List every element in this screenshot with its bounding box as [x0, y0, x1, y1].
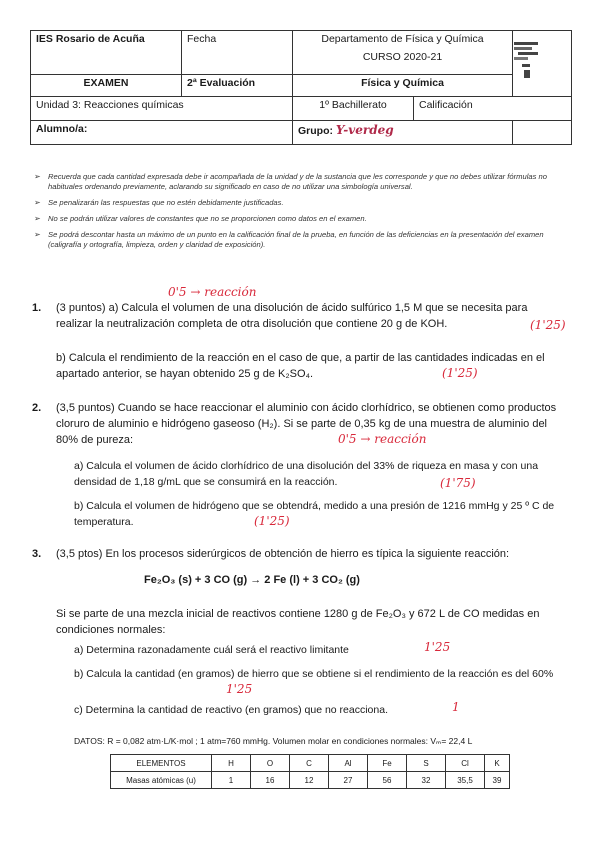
elements-header-cell: Cl [446, 755, 485, 772]
q1-b-text: b) Calcula el rendimiento de la reacción en el caso de que, a partir de las cantidades indicadas en el apartado anterior, se hayan obtenido 25 g de K₂SO₄. [56, 352, 545, 380]
exam-label: EXAMEN [31, 75, 182, 97]
q3-given: Si se parte de una mezcla inicial de reactivos contiene 1280 g de Fe₂O₃ y 672 L de CO medidas en condiciones normales: [56, 608, 540, 636]
elements-value-cell: 27 [329, 772, 368, 789]
elements-header-cell: ELEMENTOS [111, 755, 212, 772]
q3-c-score: 1 [452, 700, 460, 714]
q1-b [56, 350, 564, 382]
unit-label: Unidad 3: Reacciones químicas [31, 97, 293, 121]
grupo-cell [293, 121, 513, 145]
elements-header-cell: Al [329, 755, 368, 772]
elements-table [110, 754, 510, 789]
subject-label: Física y Química [293, 75, 513, 97]
q3-a-text: a) Determina razonadamente cuál será el reactivo limitante [74, 644, 349, 656]
grupo-handwritten: Y-verdeg [335, 123, 394, 137]
elements-value-cell: 56 [368, 772, 407, 789]
elements-value-cell: 35,5 [446, 772, 485, 789]
q2-annotation: 0'5 → reacción [338, 432, 427, 446]
q2-b [74, 498, 562, 530]
elements-value-cell: 12 [290, 772, 329, 789]
school-name: IES Rosario de Acuña [31, 31, 182, 75]
q1-a-text: (3 puntos) a) Calcula el volumen de una disolución de ácido sulfúrico 1,5 M que se necesita para realizar la neutralización completa de otra disolución que contiene 20 g de KOH. [56, 302, 528, 330]
elements-value-cell: 1 [212, 772, 251, 789]
q2-a-text: a) Calcula el volumen de ácido clorhídrico de una disolución del 33% de riqueza en masa y con una densidad de 1,18 g/mL que se consumirá en la reacción. [74, 460, 539, 488]
datos-line: DATOS: R = 0,082 atm·L/K·mol ; 1 atm=760 mmHg. Volumen molar en condiciones normales: Vₘ= 22,4 L [74, 736, 473, 746]
elements-row-label: Masas atómicas (u) [111, 772, 212, 789]
elements-header-cell: O [251, 755, 290, 772]
q1-a-score: (1'25) [530, 318, 566, 332]
elements-value-cell: 32 [407, 772, 446, 789]
department-cell [293, 31, 513, 75]
q3-c-text: c) Determina la cantidad de reactivo (en gramos) que no reacciona. [74, 704, 388, 716]
elements-value-cell: 39 [485, 772, 510, 789]
instruction-item: ➢ No se podrán utilizar valores de constantes que no se proporcionen como datos en el examen. [34, 214, 564, 224]
q3-a [74, 642, 562, 658]
elements-header-cell: S [407, 755, 446, 772]
calificacion-label: Calificación [419, 99, 473, 111]
calificacion-space [513, 121, 572, 145]
q3-reaction: Fe₂O₃ (s) + 3 CO (g) → 2 Fe (l) + 3 CO₂ (g) [144, 574, 360, 586]
fecha-label: Fecha [182, 31, 293, 75]
alumno-label: Alumno/a: [31, 121, 293, 145]
instruction-item: ➢ Recuerda que cada cantidad expresada debe ir acompañada de la unidad y de la sustancia que les corresponde y que no debes utilizar fórmulas no habituales ordenando previamente, aclarando su significado en caso de no utilizar una simbología universal. [34, 172, 564, 192]
q2-b-score: (1'25) [254, 514, 290, 528]
q3-intro: (3,5 ptos) En los procesos siderúrgicos de obtención de hierro es típica la siguiente reacción: [56, 548, 510, 560]
instruction-item: ➢ Se penalizarán las respuestas que no estén debidamente justificadas. [34, 198, 564, 208]
elements-header-cell: K [485, 755, 510, 772]
q3-b-score: 1'25 [226, 682, 253, 696]
q1-b-score: (1'25) [442, 366, 478, 380]
instruction-item: ➢ Se podrá descontar hasta un máximo de un punto en la calificación final de la prueba, en función de las deficiencias en la presentación del examen (caligrafía y ortografía, limpieza, orden y claridad de exposición). [34, 230, 564, 250]
q3-a-score: 1'25 [424, 640, 451, 654]
q3-number: 3. [32, 548, 42, 560]
calificacion-cell [414, 97, 572, 121]
evaluation-label: 2ª Evaluación [182, 75, 293, 97]
q1-annotation: 0'5 → reacción [168, 285, 257, 299]
q2-b-text: b) Calcula el volumen de hidrógeno que se obtendrá, medido a una presión de 1216 mmHg y 25 º C de temperatura. [74, 500, 555, 528]
q3-b-text: b) Calcula la cantidad (en gramos) de hierro que se obtiene si el rendimiento de la reacción es del 60% [74, 668, 554, 680]
q3-b [74, 666, 562, 682]
q2-a-score: (1'75) [440, 476, 476, 490]
elements-header-cell: C [290, 755, 329, 772]
elements-value-cell: 16 [251, 772, 290, 789]
elements-header-cell: Fe [368, 755, 407, 772]
question-1 [32, 300, 564, 332]
q2-intro: (3,5 puntos) Cuando se hace reaccionar el aluminio con ácido clorhídrico, se obtienen como productos cloruro de aluminio e hidrógeno gaseoso (H₂). Si se parte de 0,35 kg de una muestra de aluminio del 80% de pureza: [56, 402, 557, 446]
question-3 [32, 546, 564, 562]
q2-a [74, 458, 562, 490]
department-name: Departamento de Física y Química [321, 33, 484, 45]
q1-number: 1. [32, 302, 42, 314]
level-label: 1º Bachillerato [293, 97, 414, 121]
q3-c [74, 702, 562, 718]
elements-header-row [111, 755, 510, 772]
header-table [30, 30, 572, 145]
q2-number: 2. [32, 402, 42, 414]
course-year: CURSO 2020-21 [362, 51, 443, 63]
grupo-label: Grupo: [298, 125, 333, 137]
elements-header-cell: H [212, 755, 251, 772]
school-logo-icon [512, 40, 540, 82]
elements-mass-row [111, 772, 510, 789]
instructions-list [34, 172, 564, 256]
question-2 [32, 400, 564, 448]
